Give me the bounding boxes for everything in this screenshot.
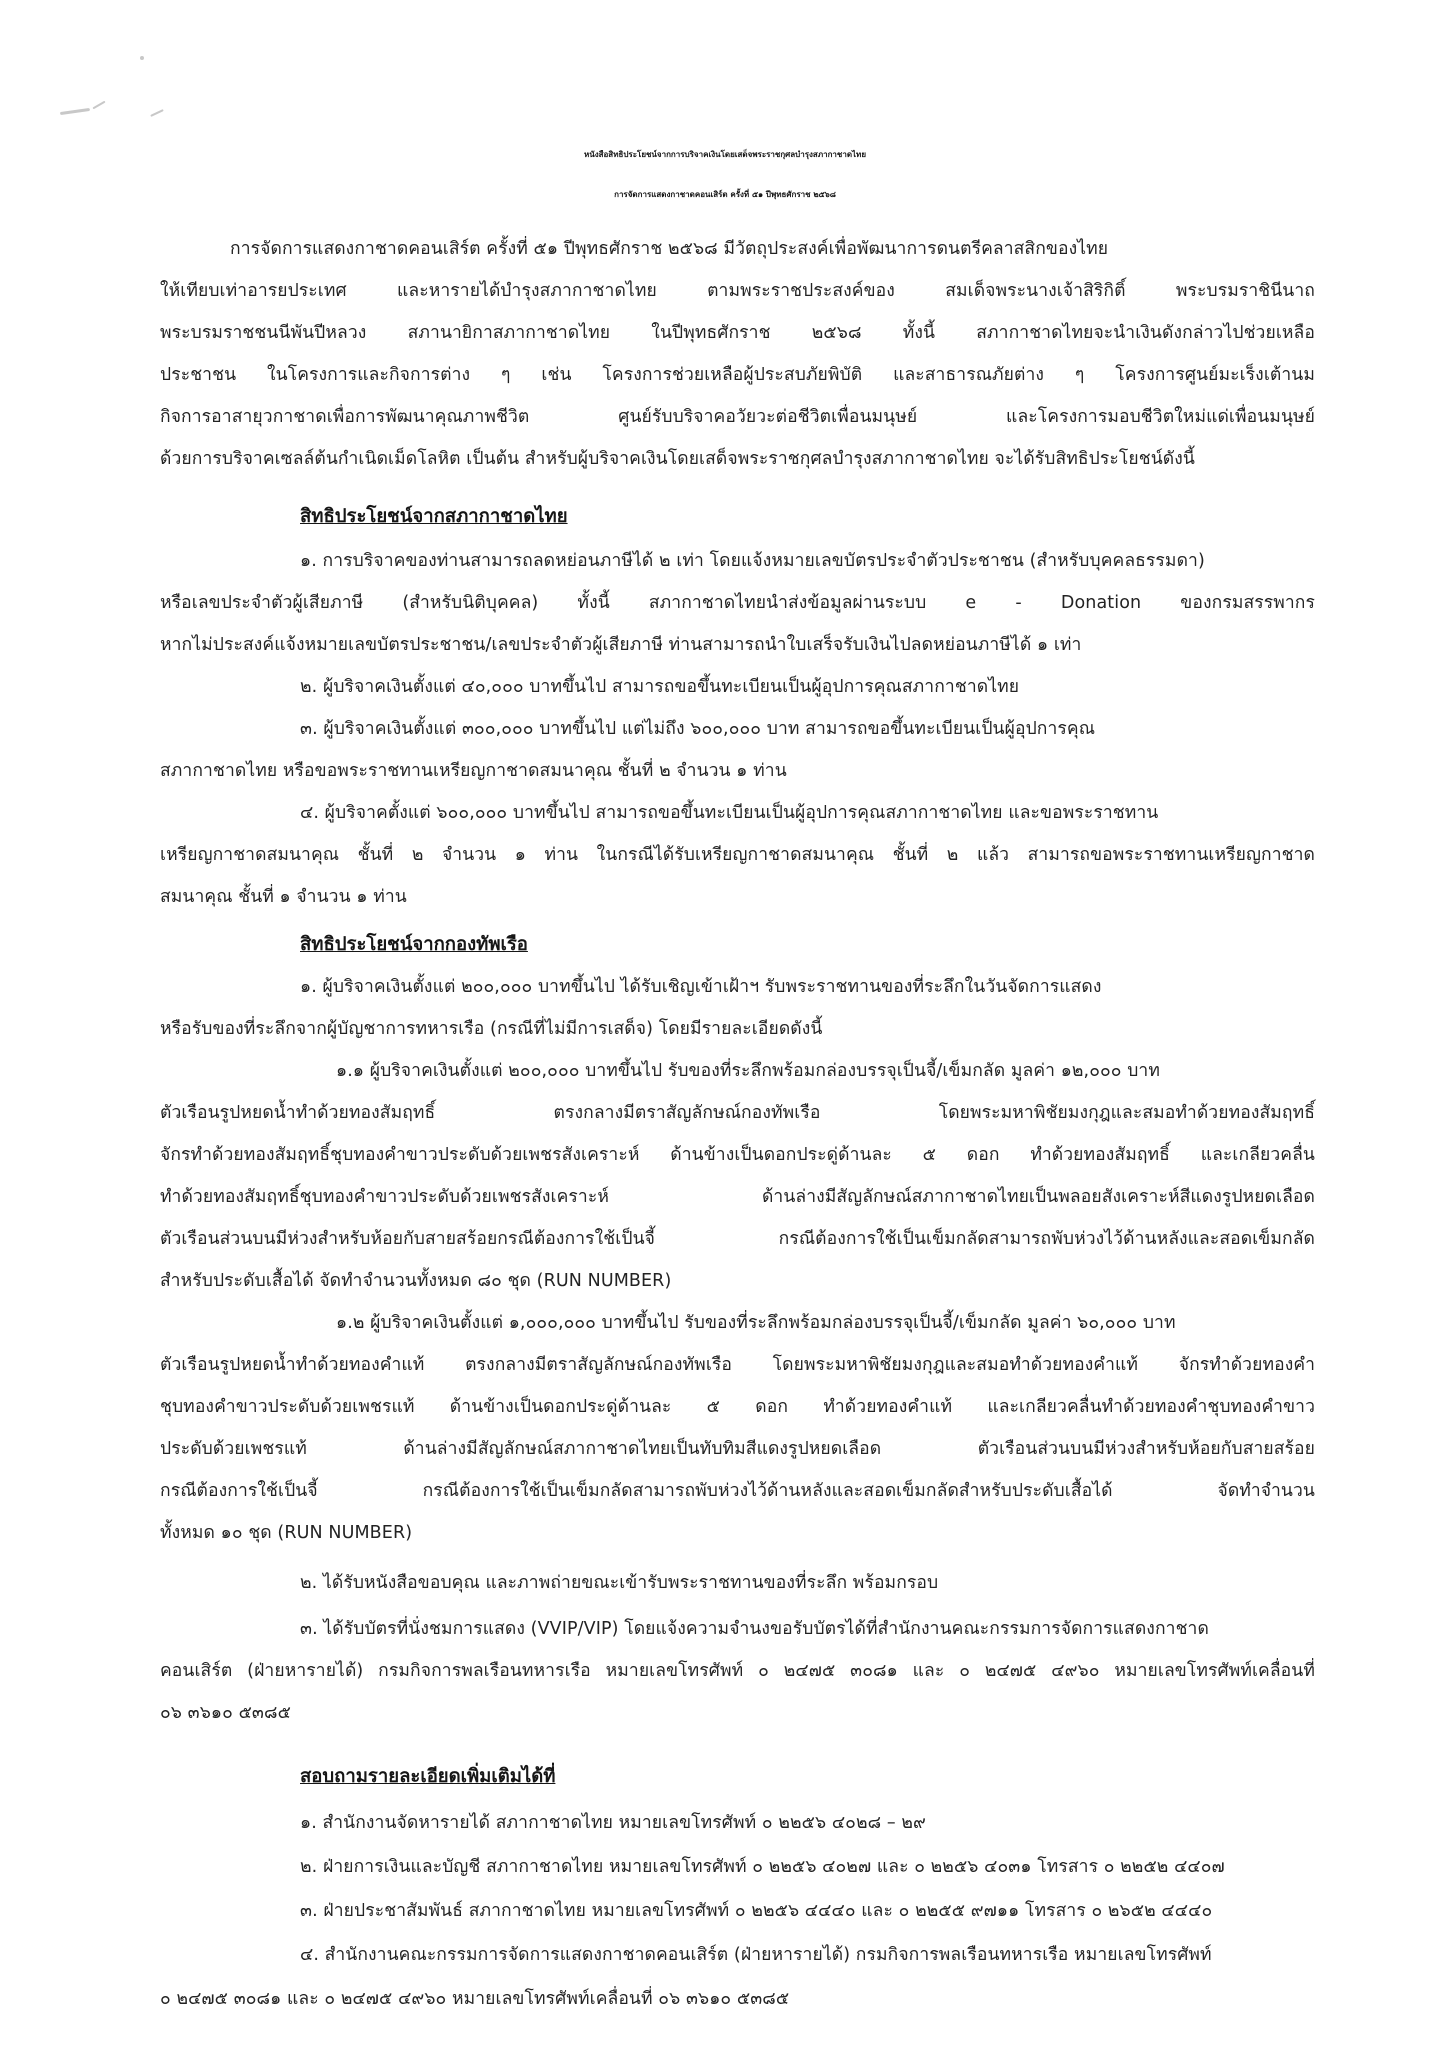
section1-line: สภากาชาดไทย หรือขอพระราชทานเหรียญกาชาดสมนาคุณ ชั้นที่ ๒ จำนวน ๑ ท่าน (160, 761, 787, 781)
section2-line: สำหรับประดับเสื้อได้ จัดทำจำนวนทั้งหมด ๘๐ ชุด (RUN NUMBER) (160, 1271, 672, 1291)
scan-artifact (140, 56, 144, 60)
intro-line: กิจการอาสายุวกาชาดเพื่อการพัฒนาคุณภาพชีวิต ศูนย์รับบริจาคอวัยวะต่อชีวิตเพื่อนมนุษย์ และโครงการมอบชีวิตใหม่แด่เพื่อนมนุษย์ (160, 407, 1315, 427)
contact-line: ๒. ฝ่ายการเงินและบัญชี สภากาชาดไทย หมายเลขโทรศัพท์ ๐ ๒๒๕๖ ๔๐๒๗ และ ๐ ๒๒๕๖ ๔๐๓๑ โทรสาร ๐ ๒๒๕๒ ๔๔๐๗ (300, 1857, 1225, 1877)
section2-line: คอนเสิร์ต (ฝ่ายหารายได้) กรมกิจการพลเรือนทหารเรือ หมายเลขโทรศัพท์ ๐ ๒๔๗๕ ๓๐๘๑ และ ๐ ๒๔๗๕ ๔๙๖๐ หมายเลขโทรศัพท์เคลื่อนที่ (160, 1661, 1315, 1681)
section1-line: ๓. ผู้บริจาคเงินตั้งแต่ ๓๐๐,๐๐๐ บาทขึ้นไป แต่ไม่ถึง ๖๐๐,๐๐๐ บาท สามารถขอขึ้นทะเบียนเป็นผู้อุปการคุณ (300, 719, 1096, 739)
document-title-line1: หนังสือสิทธิประโยชน์จากการบริจาคเงินโดยเสด็จพระราชกุศลบำรุงสภากาชาดไทย (583, 150, 867, 159)
intro-line: การจัดการแสดงกาชาดคอนเสิร์ต ครั้งที่ ๕๑ ปีพุทธศักราช ๒๕๖๘ มีวัตถุประสงค์เพื่อพัฒนาการดนตรีคลาสสิกของไทย (230, 239, 1109, 259)
intro-line: พระบรมราชชนนีพันปีหลวง สภานายิกาสภากาชาดไทย ในปีพุทธศักราช ๒๕๖๘ ทั้งนี้ สภากาชาดไทยจะนำเงินดังกล่าวไปช่วยเหลือ (160, 323, 1315, 343)
section1-line: หรือเลขประจำตัวผู้เสียภาษี (สำหรับนิติบุคคล) ทั้งนี้ สภากาชาดไทยนำส่งข้อมูลผ่านระบบ e - Donation ของกรมสรรพากร (160, 593, 1315, 613)
section2-line: ทั้งหมด ๑๐ ชุด (RUN NUMBER) (160, 1523, 413, 1543)
section2-line: จักรทำด้วยทองสัมฤทธิ์ชุบทองคำขาวประดับด้วยเพชรสังเคราะห์ ด้านข้างเป็นดอกประดู่ด้านละ ๕ ดอก ทำด้วยทองสัมฤทธิ์ และเกลียวคลื่น (160, 1145, 1315, 1165)
section2-line: ตัวเรือนส่วนบนมีห่วงสำหรับห้อยกับสายสร้อยกรณีต้องการใช้เป็นจี้ กรณีต้องการใช้เป็นเข็มกลัดสามารถพับห่วงไว้ด้านหลังและสอดเข็มกลัด (160, 1229, 1315, 1249)
scan-artifact (92, 101, 105, 110)
contact-line: ๐ ๒๔๗๕ ๓๐๘๑ และ ๐ ๒๔๗๕ ๔๙๖๐ หมายเลขโทรศัพท์เคลื่อนที่ ๐๖ ๓๖๑๐ ๕๓๘๕ (160, 1989, 790, 2009)
section2-line: ๓. ได้รับบัตรที่นั่งชมการแสดง (VVIP/VIP) โดยแจ้งความจำนงขอรับบัตรได้ที่สำนักงานคณะกรรมการจัดการแสดงกาชาด (300, 1619, 1209, 1639)
section1-line: ๑. การบริจาคของท่านสามารถลดหย่อนภาษีได้ ๒ เท่า โดยแจ้งหมายเลขบัตรประจำตัวประชาชน (สำหรับบุคคลธรรมดา) (300, 551, 1205, 571)
document-title-line2: การจัดการแสดงกาชาดคอนเสิร์ต ครั้งที่ ๕๑ ปีพุทธศักราช ๒๕๖๘ (614, 190, 836, 199)
section2-line: กรณีต้องการใช้เป็นจี้ กรณีต้องการใช้เป็นเข็มกลัดสามารถพับห่วงไว้ด้านหลังและสอดเข็มกลัดสำหรับประดับเสื้อได้ จัดทำจำนวน (160, 1481, 1315, 1501)
section2-line: ตัวเรือนรูปหยดน้ำทำด้วยทองคำแท้ ตรงกลางมีตราสัญลักษณ์กองทัพเรือ โดยพระมหาพิชัยมงกุฎและสมอทำด้วยทองคำแท้ จักรทำด้วยทองคำ (160, 1355, 1315, 1375)
section1-line: ๒. ผู้บริจาคเงินตั้งแต่ ๔๐,๐๐๐ บาทขึ้นไป สามารถขอขึ้นทะเบียนเป็นผู้อุปการคุณสภากาชาดไทย (300, 677, 1020, 697)
section2-line: ตัวเรือนรูปหยดน้ำทำด้วยทองสัมฤทธิ์ ตรงกลางมีตราสัญลักษณ์กองทัพเรือ โดยพระมหาพิชัยมงกุฎและสมอทำด้วยทองสัมฤทธิ์ (160, 1103, 1315, 1123)
section2-line: ประดับด้วยเพชรแท้ ด้านล่างมีสัญลักษณ์สภากาชาดไทยเป็นทับทิมสีแดงรูปหยดเลือด ตัวเรือนส่วนบนมีห่วงสำหรับห้อยกับสายสร้อย (160, 1439, 1315, 1459)
intro-line: ประชาชน ในโครงการและกิจการต่าง ๆ เช่น โครงการช่วยเหลือผู้ประสบภัยพิบัติ และสาธารณภัยต่าง ๆ โครงการศูนย์มะเร็งเต้านม (160, 365, 1315, 385)
section1-line: หากไม่ประสงค์แจ้งหมายเลขบัตรประชาชน/เลขประจำตัวผู้เสียภาษี ท่านสามารถนำใบเสร็จรับเงินไปลดหย่อนภาษีได้ ๑ เท่า (160, 635, 1082, 655)
scan-artifact (150, 109, 164, 117)
intro-line: ให้เทียบเท่าอารยประเทศ และหารายได้บำรุงสภากาชาดไทย ตามพระราชประสงค์ของ สมเด็จพระนางเจ้าสิริกิติ์ พระบรมราชินีนาถ (160, 281, 1315, 301)
intro-line: ด้วยการบริจาคเซลล์ต้นกำเนิดเม็ดโลหิต เป็นต้น สำหรับผู้บริจาคเงินโดยเสด็จพระราชกุศลบำรุงสภากาชาดไทย จะได้รับสิทธิประโยชน์ดังนี้ (160, 449, 1195, 469)
section1-line: สมนาคุณ ชั้นที่ ๑ จำนวน ๑ ท่าน (160, 887, 407, 907)
contact-line: ๔. สำนักงานคณะกรรมการจัดการแสดงกาชาดคอนเสิร์ต (ฝ่ายหารายได้) กรมกิจการพลเรือนทหารเรือ หมายเลขโทรศัพท์ (300, 1945, 1212, 1965)
section-heading-contact: สอบถามรายละเอียดเพิ่มเติมได้ที่ (300, 1766, 556, 1787)
section2-line: ทำด้วยทองสัมฤทธิ์ชุบทองคำขาวประดับด้วยเพชรสังเคราะห์ ด้านล่างมีสัญลักษณ์สภากาชาดไทยเป็นพลอยสังเคราะห์สีแดงรูปหยดเลือด (160, 1187, 1315, 1207)
section2-line: ชุบทองคำขาวประดับด้วยเพชรแท้ ด้านข้างเป็นดอกประดู่ด้านละ ๕ ดอก ทำด้วยทองคำแท้ และเกลียวคลื่นทำด้วยทองคำชุบทองคำขาว (160, 1397, 1315, 1417)
section2-line: ๒. ได้รับหนังสือขอบคุณ และภาพถ่ายขณะเข้ารับพระราชทานของที่ระลึก พร้อมกรอบ (300, 1573, 939, 1593)
scan-artifact (60, 108, 90, 115)
section2-line: ๑.๒ ผู้บริจาคเงินตั้งแต่ ๑,๐๐๐,๐๐๐ บาทขึ้นไป รับของที่ระลึกพร้อมกล่องบรรจุเป็นจี้/เข็มกลัด มูลค่า ๖๐,๐๐๐ บาท (336, 1313, 1176, 1333)
contact-line: ๑. สำนักงานจัดหารายได้ สภากาชาดไทย หมายเลขโทรศัพท์ ๐ ๒๒๕๖ ๔๐๒๘ – ๒๙ (300, 1813, 926, 1833)
contact-line: ๓. ฝ่ายประชาสัมพันธ์ สภากาชาดไทย หมายเลขโทรศัพท์ ๐ ๒๒๕๖ ๔๔๔๐ และ ๐ ๒๒๕๕ ๙๗๑๑ โทรสาร ๐ ๒๖๕๒ ๔๔๔๐ (300, 1901, 1213, 1921)
section2-line: ๑. ผู้บริจาคเงินตั้งแต่ ๒๐๐,๐๐๐ บาทขึ้นไป ได้รับเชิญเข้าเฝ้าฯ รับพระราชทานของที่ระลึกในวันจัดการแสดง (300, 977, 1102, 997)
section2-line: หรือรับของที่ระลึกจากผู้บัญชาการทหารเรือ (กรณีที่ไม่มีการเสด็จ) โดยมีรายละเอียดดังนี้ (160, 1019, 823, 1039)
section-heading-navy: สิทธิประโยชน์จากกองทัพเรือ (300, 934, 528, 955)
section2-line: ๐๖ ๓๖๑๐ ๕๓๘๕ (160, 1703, 291, 1723)
section-heading-redcross: สิทธิประโยชน์จากสภากาชาดไทย (300, 506, 568, 527)
section1-line: เหรียญกาชาดสมนาคุณ ชั้นที่ ๒ จำนวน ๑ ท่าน ในกรณีได้รับเหรียญกาชาดสมนาคุณ ชั้นที่ ๒ แล้ว สามารถขอพระราชทานเหรียญกาชาด (160, 845, 1315, 865)
section2-line: ๑.๑ ผู้บริจาคเงินตั้งแต่ ๒๐๐,๐๐๐ บาทขึ้นไป รับของที่ระลึกพร้อมกล่องบรรจุเป็นจี้/เข็มกลัด มูลค่า ๑๒,๐๐๐ บาท (336, 1061, 1160, 1081)
section1-line: ๔. ผู้บริจาคตั้งแต่ ๖๐๐,๐๐๐ บาทขึ้นไป สามารถขอขึ้นทะเบียนเป็นผู้อุปการคุณสภากาชาดไทย และขอพระราชทาน (300, 803, 1159, 823)
